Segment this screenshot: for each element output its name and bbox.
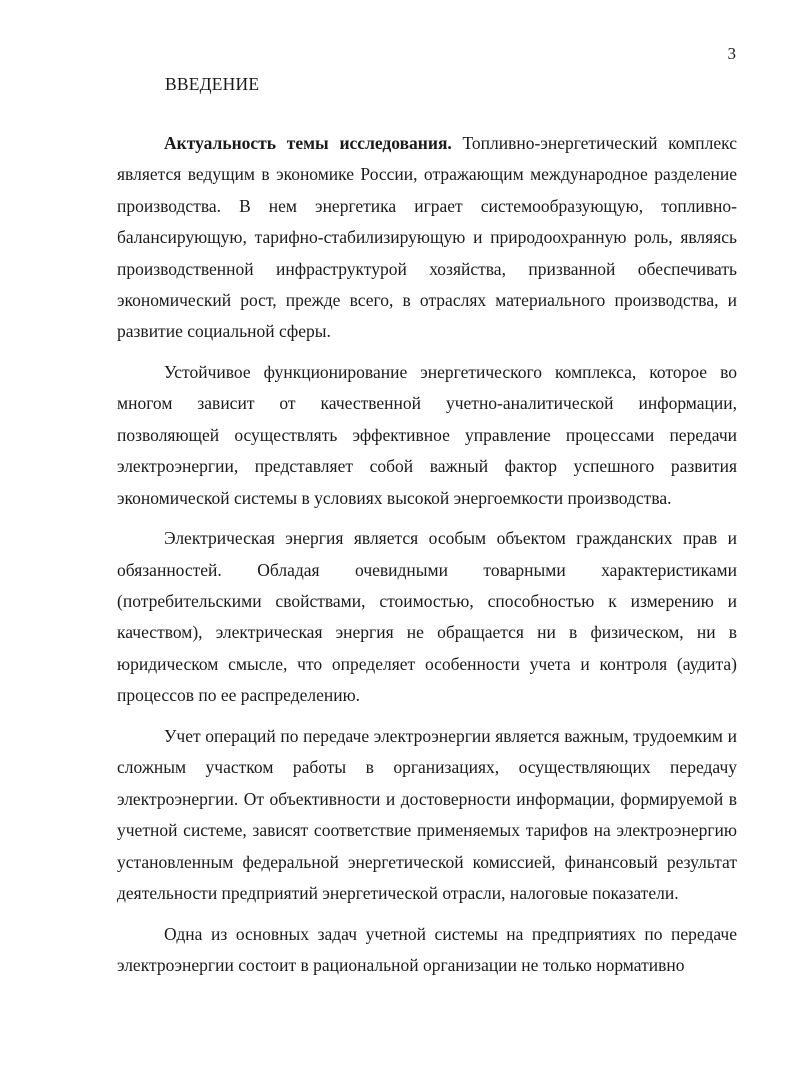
paragraph-3: Электрическая энергия является особым объектом гражданских прав и обязанностей. Обладая очевидными товарными характеристиками (потребительскими свойствами, стоимостью, способностью к измерению и качеством), электрическая энергия не обращается ни в физическом, ни в юридическом смысле, что определяет особенности учета и контроля (аудита) процессов по ее распределению. xyxy=(117,528,737,706)
page-number: 3 xyxy=(727,44,736,63)
paragraph-4: Учет операций по передаче электроэнергии является важным, трудоемким и сложным участком работы в организациях, осуществляющих передачу электроэнергии. От объективности и достоверности информации, формируемой в учетной системе, зависят соответствие применяемых тарифов на электроэнергию установленным федеральной энергетической комиссией, финансовый результат деятельности предприятий энергетической отрасли, налоговые показатели. xyxy=(117,725,737,903)
paragraph-1 xyxy=(117,128,737,348)
section-heading: ВВЕДЕНИЕ xyxy=(165,74,260,94)
body-text xyxy=(117,128,737,991)
paragraph-5: Одна из основных задач учетной системы на предприятиях по передаче электроэнергии состоит в рациональной организации не только нормативно xyxy=(117,923,737,975)
paragraph-2: Устойчивое функционирование энергетического комплекса, которое во многом зависит от качественной учетно-аналитической информации, позволяющей осуществлять эффективное управление процессами передачи электроэнергии, представляет собой важный фактор успешного развития экономической системы в условиях высокой энергоемкости производства. xyxy=(117,362,737,508)
paragraph-1-text: Топливно-энергетический комплекс является ведущим в экономике России, отражающим международное разделение производства. В нем энергетика играет системообразующую, топливно-балансирующую, тарифно-стабилизирующую и природоохранную роль, являясь производственной инфраструктурой хозяйства, призванной обеспечивать экономический рост, прежде всего, в отраслях материального производства, и развитие социальной сферы. xyxy=(117,133,737,342)
paragraph-1-lead: Актуальность темы исследования. xyxy=(164,133,452,153)
